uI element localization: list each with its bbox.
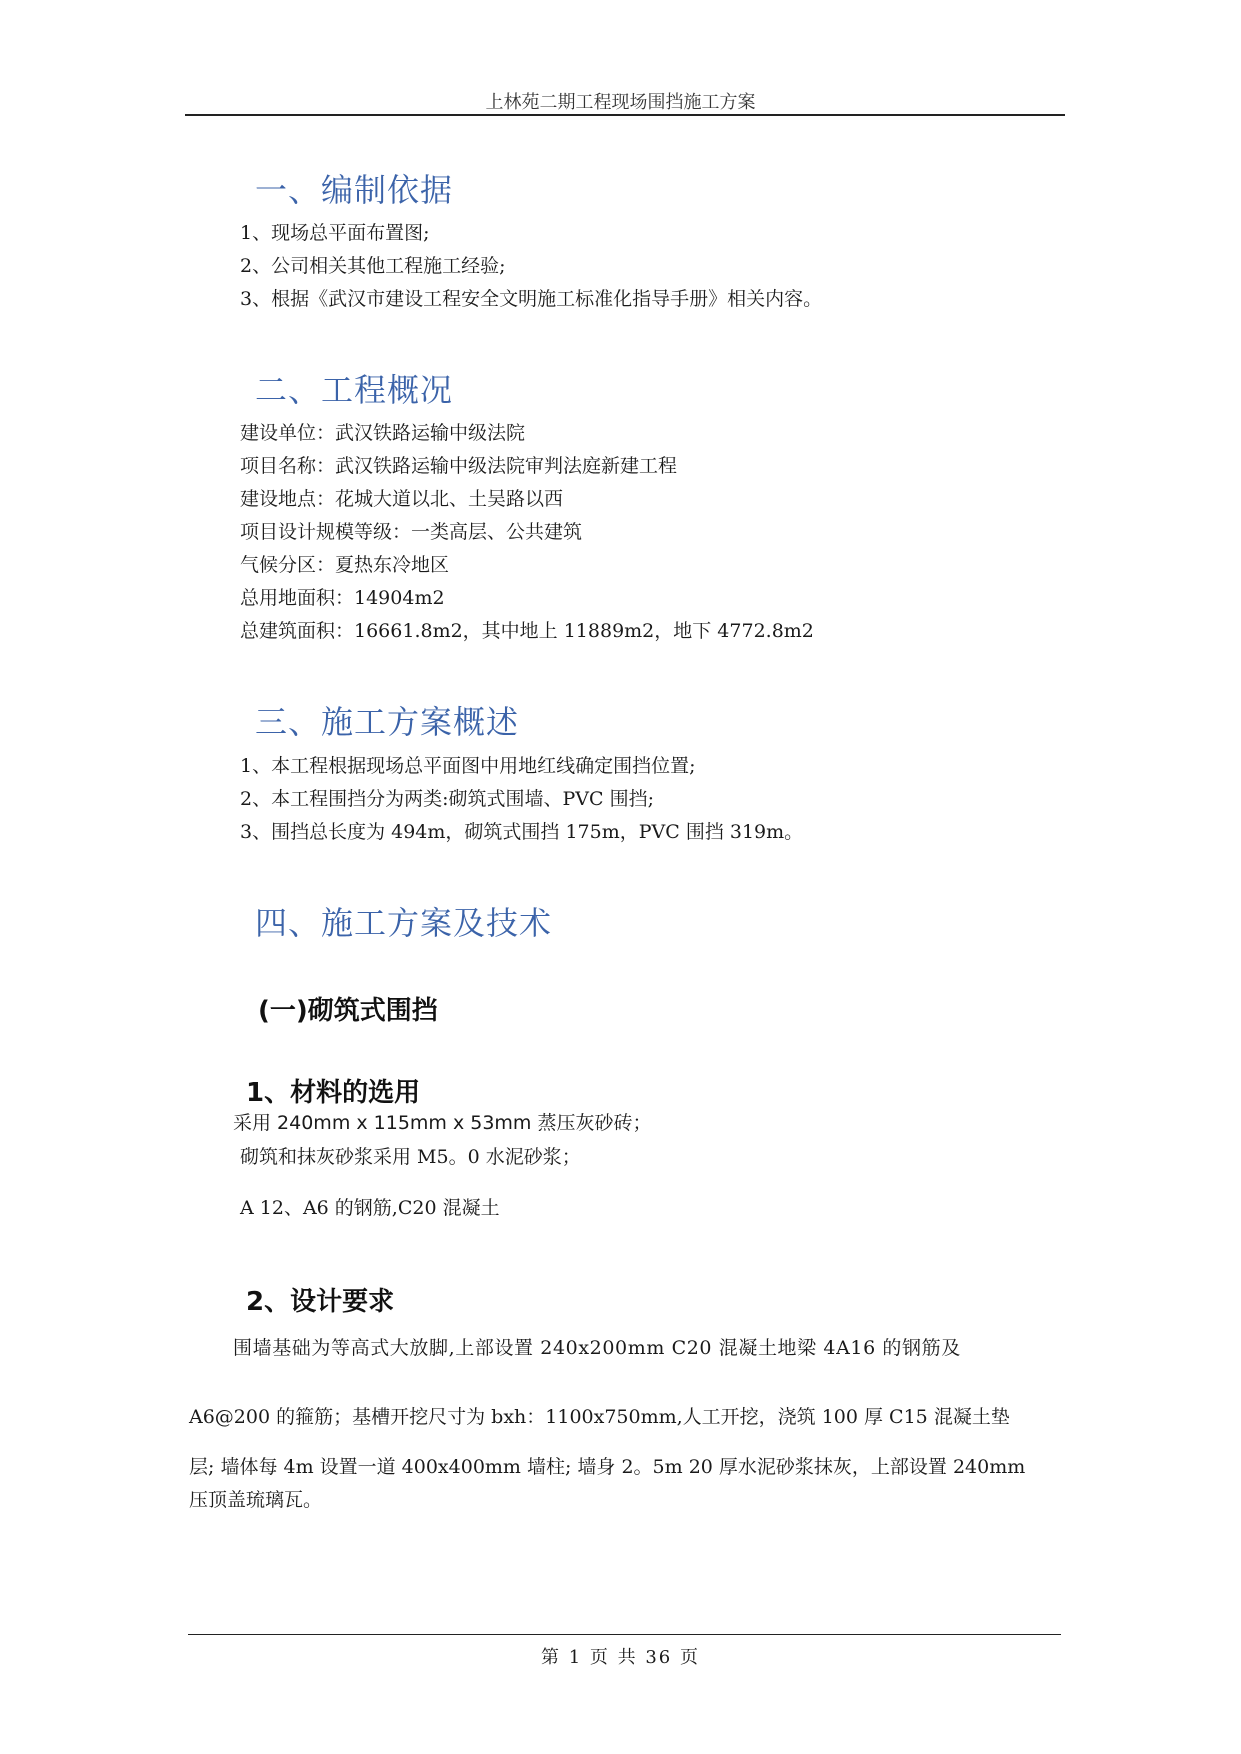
list-item: 2、公司相关其他工程施工经验; [240, 255, 506, 277]
paragraph-line: 砌筑和抹灰砂浆采用 M5。0 水泥砂浆； [240, 1146, 581, 1168]
paragraph-line: 采用 240mm x 115mm x 53mm 蒸压灰砂砖； [233, 1112, 652, 1134]
subsection-heading: 1、材料的选用 [246, 1078, 421, 1108]
list-item: 总建筑面积：16661.8m2，其中地上 11889m2，地下 4772.8m2 [240, 620, 814, 642]
list-item: 1、本工程根据现场总平面图中用地红线确定围挡位置; [240, 755, 696, 777]
footer-divider [188, 1634, 1061, 1635]
list-item: 项目设计规模等级：一类高层、公共建筑 [240, 521, 583, 543]
section-3-heading: 三、施工方案概述 [255, 703, 520, 741]
list-item: 3、围挡总长度为 494m，砌筑式围挡 175m，PVC 围挡 319m。 [240, 821, 804, 843]
list-item: 总用地面积：14904m2 [240, 587, 445, 609]
header-divider [185, 114, 1065, 116]
page-number: 第 1 页 共 36 页 [541, 1647, 700, 1668]
page-header-title: 上林苑二期工程现场围挡施工方案 [485, 92, 756, 113]
section-4-heading: 四、施工方案及技术 [255, 904, 553, 942]
list-item: 2、本工程围挡分为两类:砌筑式围墙、PVC 围挡; [240, 788, 654, 810]
subsection-heading: 2、设计要求 [246, 1287, 395, 1317]
subsection-heading: (一)砌筑式围挡 [258, 996, 438, 1026]
list-item: 3、根据《武汉市建设工程安全文明施工标准化指导手册》相关内容。 [240, 288, 823, 310]
list-item: 建设单位：武汉铁路运输中级法院 [240, 422, 526, 444]
list-item: 1、现场总平面布置图; [240, 222, 430, 244]
paragraph-line: A 12、A6 的钢筋,C20 混凝土 [240, 1197, 500, 1219]
list-item: 项目名称：武汉铁路运输中级法院审判法庭新建工程 [240, 455, 678, 477]
section-1-heading: 一、编制依据 [255, 171, 454, 209]
list-item: 建设地点：花城大道以北、土吴路以西 [240, 488, 564, 510]
list-item: 气候分区：夏热东冷地区 [240, 554, 450, 576]
paragraph-line: 压顶盖琉璃瓦。 [189, 1489, 323, 1511]
paragraph-line: A6@200 的箍筋；基槽开挖尺寸为 bxh：1100x750mm,人工开挖，浇筑 100 厚 C15 混凝土垫 [189, 1406, 1010, 1428]
paragraph-line: 围墙基础为等高式大放脚,上部设置 240x200mm C20 混凝土地梁 4A16 的钢筋及 [233, 1337, 961, 1359]
paragraph-line: 层; 墙体每 4m 设置一道 400x400mm 墙柱; 墙身 2。5m 20 厚水泥砂浆抹灰，上部设置 240mm [189, 1456, 1026, 1478]
section-2-heading: 二、工程概况 [255, 371, 454, 409]
